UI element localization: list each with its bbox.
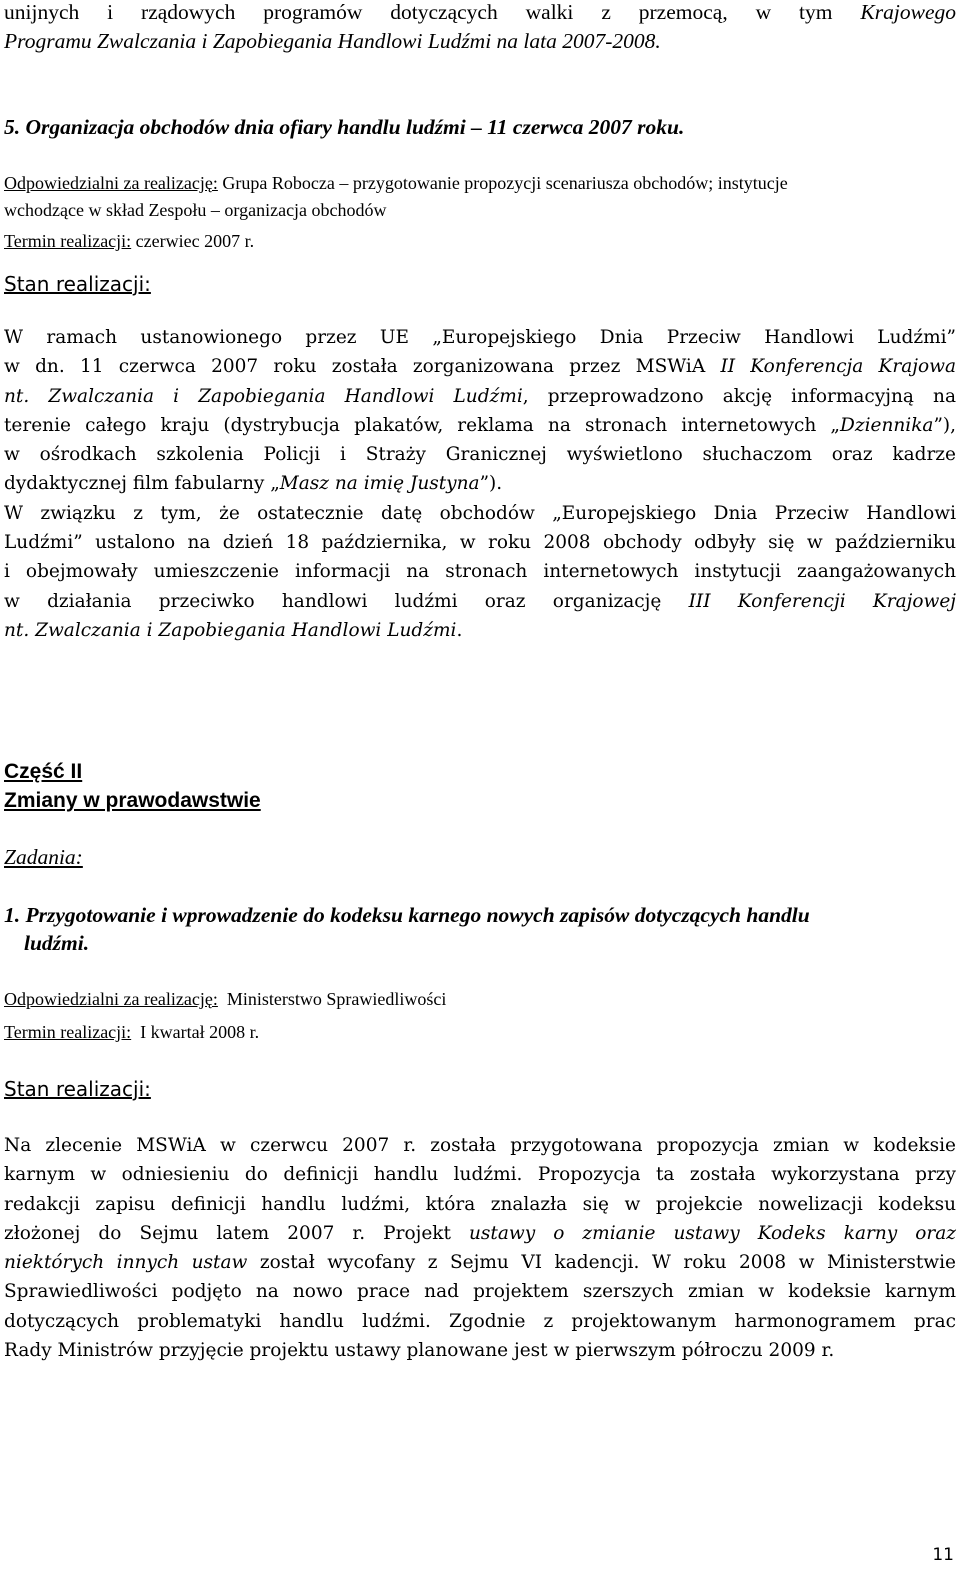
s5-line: W związku z tym, że ostatecznie datę obchodów „Europejskiego Dnia Przeciw Handlowi (4, 502, 956, 524)
s5-line: w ośrodkach szkolenia Policji i Straży Granicznej wyświetlono słuchaczom oraz kadrze (4, 444, 956, 466)
p2-text: złożonej do Sejmu latem 2007 r. Projekt (4, 1222, 469, 1244)
s5-line: i obejmowały umieszczenie informacji na stronach internetowych instytucji zaangażowanych (4, 561, 956, 583)
s5-italic: Dziennika (840, 414, 934, 436)
p2-line (4, 1219, 956, 1248)
s5-responsible-line-2: wchodzące w skład Zespołu – organizacja obchodów (4, 200, 387, 220)
p2-responsible-line (4, 986, 956, 1013)
s5-line (4, 411, 956, 440)
p2-line: Rady Ministrów przyjęcie projektu ustawy planowane jest w pierwszym półroczu 2009 r. (4, 1340, 835, 1362)
s5-text: dydaktycznej film fabularny „ (4, 473, 280, 495)
p2-term-line (4, 1019, 956, 1046)
s5-term-label: Termin realizacji: (4, 231, 132, 251)
s5-line (4, 587, 956, 616)
s5-responsible-value: Grupa Robocza – przygotowanie propozycji scenariusza obchodów; instytucje (217, 173, 788, 193)
s5-text: w dn. 11 czerwca 2007 roku została zorganizowana przez MSWiA (4, 356, 721, 378)
intro-text: unijnych i rządowych programów dotyczących walki z przemocą, w tym (4, 0, 861, 24)
p2-term-value: I kwartał 2008 r. (131, 1022, 260, 1042)
s5-italic: III Konferencji Krajowej (688, 590, 956, 612)
p2-text: został wycofany z Sejmu VI kadencji. W roku 2008 w Ministerstwie (247, 1252, 957, 1274)
s5-text: ”), (933, 414, 956, 436)
p2-status-heading: Stan realizacji: (4, 1077, 151, 1101)
s5-line: W ramach ustanowionego przez UE „Europejskiego Dnia Przeciw Handlowi Ludźmi” (4, 327, 956, 348)
s5-line: Ludźmi” ustalono na dzień 18 października, w roku 2008 obchody odbyły się w październiku (4, 532, 956, 554)
p2-line: redakcji zapisu definicji handlu ludźmi, która znalazła się w projekcie nowelizacji kodeksu (4, 1193, 956, 1215)
s5-italic: Masz na imię Justyna (279, 473, 480, 495)
intro-line-1 (4, 0, 956, 27)
p2-line: Na zlecenie MSWiA w czerwcu 2007 r. została przygotowana propozycja zmian w kodeksie (4, 1135, 956, 1156)
s5-line (4, 352, 956, 381)
task-1-title-line-2: ludźmi. (24, 931, 90, 955)
s5-responsible-line-1 (4, 170, 956, 197)
p2-line: dotyczących problematyki handlu ludźmi. Zgodnie z projektowanym harmonogramem prac (4, 1310, 956, 1332)
s5-status-body (4, 323, 956, 645)
task-1-title-line-1: 1. Przygotowanie i wprowadzenie do kodeksu karnego nowych zapisów dotyczących handlu (4, 903, 810, 927)
s5-term-value: czerwiec 2007 r. (131, 231, 255, 251)
s5-italic: nt. Zwalczania i Zapobiegania Handlowi Ludźmi (4, 385, 523, 407)
p2-line: karnym w odniesieniu do definicji handlu ludźmi. Propozycja ta została wykorzystana przy (4, 1164, 956, 1186)
p2-line: Sprawiedliwości podjęto na nowo prace nad projektem szerszych zmian w kodeksie karnym (4, 1281, 956, 1303)
p2-line (4, 1248, 956, 1277)
s5-line (4, 469, 956, 498)
s5-term-line (4, 228, 956, 255)
part-2-subtitle: Zmiany w prawodawstwie (4, 789, 261, 812)
s5-line (4, 382, 956, 411)
p2-status-body (4, 1131, 956, 1365)
s5-responsible-label: Odpowiedzialni za realizację: (4, 173, 218, 193)
s5-text: w działania przeciwko handlowi ludźmi oraz organizację (4, 590, 689, 612)
s5-text: terenie całego kraju (dystrybucja plakatów, reklama na stronach internetowych „ (4, 414, 840, 436)
page-number: 11 (932, 1545, 954, 1565)
s5-italic: nt. Zwalczania i Zapobiegania Handlowi Ludźmi (4, 619, 457, 641)
section-5-title: 5. Organizacja obchodów dnia ofiary handlu ludźmi – 11 czerwca 2007 roku. (4, 115, 685, 139)
s5-text: ”). (479, 473, 503, 495)
p2-responsible-value: Ministerstwo Sprawiedliwości (217, 989, 447, 1009)
s5-italic: II Konferencja Krajowa (720, 356, 956, 378)
s5-line (4, 616, 956, 645)
p2-italic: ustawy o zmianie ustawy Kodeks karny oraz (469, 1222, 957, 1244)
s5-text: . (456, 619, 463, 641)
part-2-title: Część II (4, 760, 83, 783)
p2-responsible-label: Odpowiedzialni za realizację: (4, 989, 218, 1009)
s5-text: , przeprowadzono akcję informacyjną na (522, 385, 956, 407)
intro-line-2: Programu Zwalczania i Zapobiegania Handlowi Ludźmi na lata 2007-2008. (4, 29, 661, 53)
p2-italic: niektórych innych ustaw (4, 1252, 248, 1274)
s5-status-heading: Stan realizacji: (4, 272, 151, 296)
tasks-heading: Zadania: (4, 845, 83, 869)
p2-term-label: Termin realizacji: (4, 1022, 132, 1042)
intro-italic: Krajowego (860, 0, 956, 24)
